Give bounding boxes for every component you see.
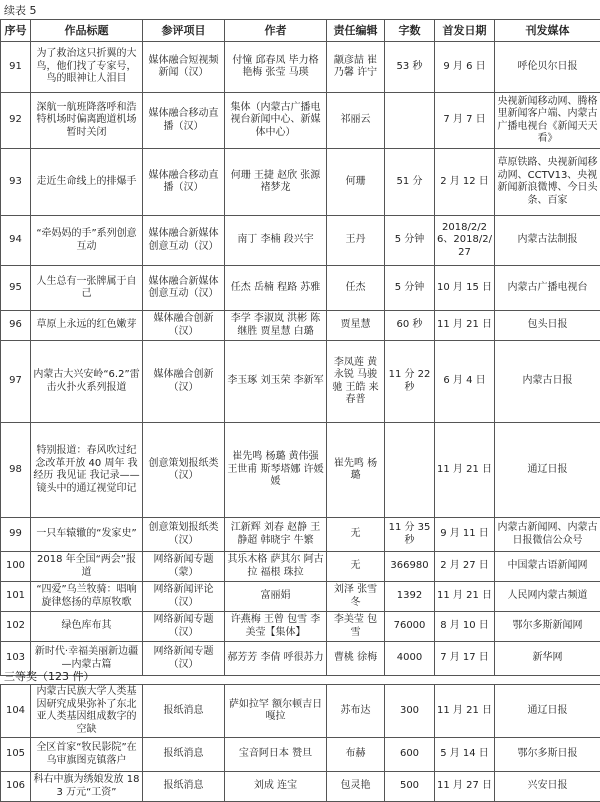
cell-project: 网络新闻专题（蒙）	[143, 552, 225, 582]
table-row	[1, 93, 600, 149]
header-date: 首发日期	[435, 20, 495, 42]
table-row	[1, 772, 600, 802]
cell-editor: 曹桃 徐梅	[327, 642, 385, 676]
cell-project: 媒体融合短视频新闻（汉）	[143, 42, 225, 93]
table-row	[1, 266, 600, 311]
table-row	[1, 552, 600, 582]
cell-title: 内蒙古民族大学人类基因研究成果弥补了东北亚人类基因组成数字的空缺	[31, 685, 143, 738]
cell-words: 4000	[385, 642, 435, 676]
cell-no: 102	[1, 612, 31, 642]
cell-date: 10 月 15 日	[435, 266, 495, 311]
cell-words: 11 分 35 秒	[385, 518, 435, 552]
cell-words: 5 分钟	[385, 266, 435, 311]
cell-author: 宝音阿日本 赞旦	[225, 738, 327, 772]
cell-no: 94	[1, 216, 31, 266]
table-row	[1, 149, 600, 216]
table-row	[1, 685, 600, 738]
table-row	[1, 423, 600, 518]
cell-no: 101	[1, 582, 31, 612]
cell-date: 7 月 7 日	[435, 93, 495, 149]
table-row	[1, 42, 600, 93]
header-title: 作品标题	[31, 20, 143, 42]
cell-media: 通辽日报	[495, 685, 600, 738]
cell-author: 富丽娟	[225, 582, 327, 612]
cell-date: 8 月 10 日	[435, 612, 495, 642]
cell-title: 2018 年全国“两会”报道	[31, 552, 143, 582]
third-prize-table	[0, 684, 600, 802]
cell-date: 2018/2/26、2018/2/27	[435, 216, 495, 266]
cell-editor: 崔先鸣 杨璐	[327, 423, 385, 518]
cell-date: 7 月 17 日	[435, 642, 495, 676]
cell-author: 许燕梅 王曾 包雪 李美莹【集体】	[225, 612, 327, 642]
cell-project: 媒体融合移动直播（汉）	[143, 93, 225, 149]
cell-media: 内蒙古法制报	[495, 216, 600, 266]
cell-title: 草原上永远的红色嫩芽	[31, 311, 143, 341]
cell-words: 1392	[385, 582, 435, 612]
cell-date: 11 月 27 日	[435, 772, 495, 802]
cell-editor: 包灵艳	[327, 772, 385, 802]
cell-media: 通辽日报	[495, 423, 600, 518]
cell-editor: 苏布达	[327, 685, 385, 738]
cell-editor: 任杰	[327, 266, 385, 311]
cell-project: 创意策划报纸类（汉）	[143, 423, 225, 518]
cell-media: 内蒙古广播电视台	[495, 266, 600, 311]
cell-editor: 刘泽 张雪冬	[327, 582, 385, 612]
awards-table	[0, 19, 600, 676]
cell-words: 53 秒	[385, 42, 435, 93]
cell-project: 媒体融合创新（汉）	[143, 311, 225, 341]
cell-media: 央视新闻移动网、腾格里新闻客户端、内蒙古广播电视台《新闻天天看》	[495, 93, 600, 149]
cell-author: 任杰 岳楠 程路 苏雅	[225, 266, 327, 311]
cell-title: 特别报道：春风吹过纪念改革开放 40 周年 我经历 我见证 我记录——镜头中的通辽视觉印记	[31, 423, 143, 518]
cell-editor: 颛彦喆 崔乃馨 许宁	[327, 42, 385, 93]
cell-author: 萨如拉罕 额尔顿吉日嘎拉	[225, 685, 327, 738]
cell-author: 郝芳芳 李倩 呼很苏力	[225, 642, 327, 676]
table-row	[1, 311, 600, 341]
cell-author: 付憧 邱春凤 毕力格 艳梅 张莹 马瑛	[225, 42, 327, 93]
cell-no: 103	[1, 642, 31, 676]
cell-title: 人生总有一张牌属于自己	[31, 266, 143, 311]
cell-project: 网络新闻评论（汉）	[143, 582, 225, 612]
cell-media: 内蒙古日报	[495, 341, 600, 423]
table-row	[1, 216, 600, 266]
cell-editor: 王丹	[327, 216, 385, 266]
cell-no: 104	[1, 685, 31, 738]
cell-project: 报纸消息	[143, 738, 225, 772]
cell-no: 98	[1, 423, 31, 518]
cell-media: 中国蒙古语新闻网	[495, 552, 600, 582]
table-row	[1, 738, 600, 772]
cell-media: 呼伦贝尔日报	[495, 42, 600, 93]
cell-words: 366980	[385, 552, 435, 582]
cell-words: 60 秒	[385, 311, 435, 341]
cell-words: 500	[385, 772, 435, 802]
cell-editor: 贾星慧	[327, 311, 385, 341]
cell-words: 300	[385, 685, 435, 738]
cell-editor: 无	[327, 518, 385, 552]
cell-date: 9 月 11 日	[435, 518, 495, 552]
cell-date: 5 月 14 日	[435, 738, 495, 772]
cell-project: 媒体融合创新（汉）	[143, 341, 225, 423]
cell-title: 内蒙古大兴安岭“6.2”雷击火扑火系列报道	[31, 341, 143, 423]
cell-media: 人民网内蒙古频道	[495, 582, 600, 612]
cell-author: 南丁 李楠 段兴宇	[225, 216, 327, 266]
cell-media: 新华网	[495, 642, 600, 676]
cell-project: 媒体融合移动直播（汉）	[143, 149, 225, 216]
cell-date: 11 月 21 日	[435, 582, 495, 612]
cell-project: 媒体融合新媒体创意互动（汉）	[143, 216, 225, 266]
cell-title: 科右中旗为绣娘发放 183 万元“工资”	[31, 772, 143, 802]
cell-title: 深航一航班降落呼和浩特机场时偏离跑道机场暂时关闭	[31, 93, 143, 149]
cell-author: 崔先鸣 杨璐 黄伟强 王世甫 斯琴塔娜 许媛媛	[225, 423, 327, 518]
cell-editor: 无	[327, 552, 385, 582]
header-no: 序号	[1, 20, 31, 42]
cell-title: “四爱”乌兰牧骑：唱响旋律悠扬的草原牧歌	[31, 582, 143, 612]
table-row	[1, 582, 600, 612]
header-media: 刊发媒体	[495, 20, 600, 42]
cell-media: 草原铁路、央视新闻移动网、CCTV13、央视新闻新浪微博、今日头条、百家	[495, 149, 600, 216]
cell-date: 2 月 27 日	[435, 552, 495, 582]
cell-media: 鄂尔多斯日报	[495, 738, 600, 772]
cell-date: 2 月 12 日	[435, 149, 495, 216]
cell-date: 9 月 6 日	[435, 42, 495, 93]
table-header-row	[1, 20, 600, 42]
cell-media: 鄂尔多斯新闻网	[495, 612, 600, 642]
cell-project: 创意策划报纸类（汉）	[143, 518, 225, 552]
table-row	[1, 341, 600, 423]
cell-title: 为了救治这只折翼的大鸟，他们找了专家号，鸟的眼神让人泪目	[31, 42, 143, 93]
cell-no: 100	[1, 552, 31, 582]
cell-editor: 李凤莲 黄永锐 马骏驰 王皓 来春普	[327, 341, 385, 423]
cell-project: 网络新闻专题（汉）	[143, 612, 225, 642]
cell-project: 报纸消息	[143, 772, 225, 802]
cell-author: 江新辉 刘春 赵静 王静超 韩晓宇 牛繁	[225, 518, 327, 552]
cell-no: 95	[1, 266, 31, 311]
cell-no: 91	[1, 42, 31, 93]
cell-editor: 何珊	[327, 149, 385, 216]
section-title: 三等奖（123 件）	[4, 668, 95, 684]
cell-author: 何珊 王捷 赵欣 张源 褚梦龙	[225, 149, 327, 216]
cell-media: 兴安日报	[495, 772, 600, 802]
cell-project: 媒体融合新媒体创意互动（汉）	[143, 266, 225, 311]
cell-words: 51 分	[385, 149, 435, 216]
cell-editor: 祁丽云	[327, 93, 385, 149]
cell-no: 97	[1, 341, 31, 423]
header-project: 参评项目	[143, 20, 225, 42]
cell-words: 11 分 22 秒	[385, 341, 435, 423]
header-words: 字数	[385, 20, 435, 42]
cell-author: 集体（内蒙古广播电视台新闻中心、新媒体中心）	[225, 93, 327, 149]
cell-no: 93	[1, 149, 31, 216]
cell-title: 绿色库布其	[31, 612, 143, 642]
cell-title: 一只车辕辙的“发家史”	[31, 518, 143, 552]
cell-date: 11 月 21 日	[435, 685, 495, 738]
cell-project: 报纸消息	[143, 685, 225, 738]
cell-words: 600	[385, 738, 435, 772]
cell-author: 李玉琢 刘玉荣 李新军	[225, 341, 327, 423]
cell-title: 走近生命线上的排爆手	[31, 149, 143, 216]
cell-title: 新时代·幸福美丽新边疆—内蒙古篇	[31, 642, 143, 676]
cell-no: 105	[1, 738, 31, 772]
cell-words	[385, 423, 435, 518]
table-row	[1, 612, 600, 642]
cell-no: 106	[1, 772, 31, 802]
cell-author: 其乐木格 萨其尔 阿古拉 福根 珠拉	[225, 552, 327, 582]
cell-no: 99	[1, 518, 31, 552]
cell-words: 5 分钟	[385, 216, 435, 266]
cell-date: 11 月 21 日	[435, 423, 495, 518]
cell-author: 李学 李淑岚 洪彬 陈继胜 贾星慧 白璐	[225, 311, 327, 341]
cell-words: 76000	[385, 612, 435, 642]
cell-editor: 李美莹 包雪	[327, 612, 385, 642]
cell-words	[385, 93, 435, 149]
table-caption: 续表 5	[4, 2, 37, 18]
cell-editor: 布赫	[327, 738, 385, 772]
table-row	[1, 518, 600, 552]
cell-media: 内蒙古新闻网、内蒙古日报微信公众号	[495, 518, 600, 552]
cell-date: 11 月 21 日	[435, 311, 495, 341]
cell-project: 网络新闻专题（汉）	[143, 642, 225, 676]
cell-title: “牵妈妈的手”系列创意互动	[31, 216, 143, 266]
cell-media: 包头日报	[495, 311, 600, 341]
header-author: 作者	[225, 20, 327, 42]
header-editor: 责任编辑	[327, 20, 385, 42]
cell-date: 6 月 4 日	[435, 341, 495, 423]
cell-no: 96	[1, 311, 31, 341]
cell-title: 全区首家“牧民影院”在乌审旗图克镇落户	[31, 738, 143, 772]
cell-author: 刘成 连宝	[225, 772, 327, 802]
cell-no: 92	[1, 93, 31, 149]
